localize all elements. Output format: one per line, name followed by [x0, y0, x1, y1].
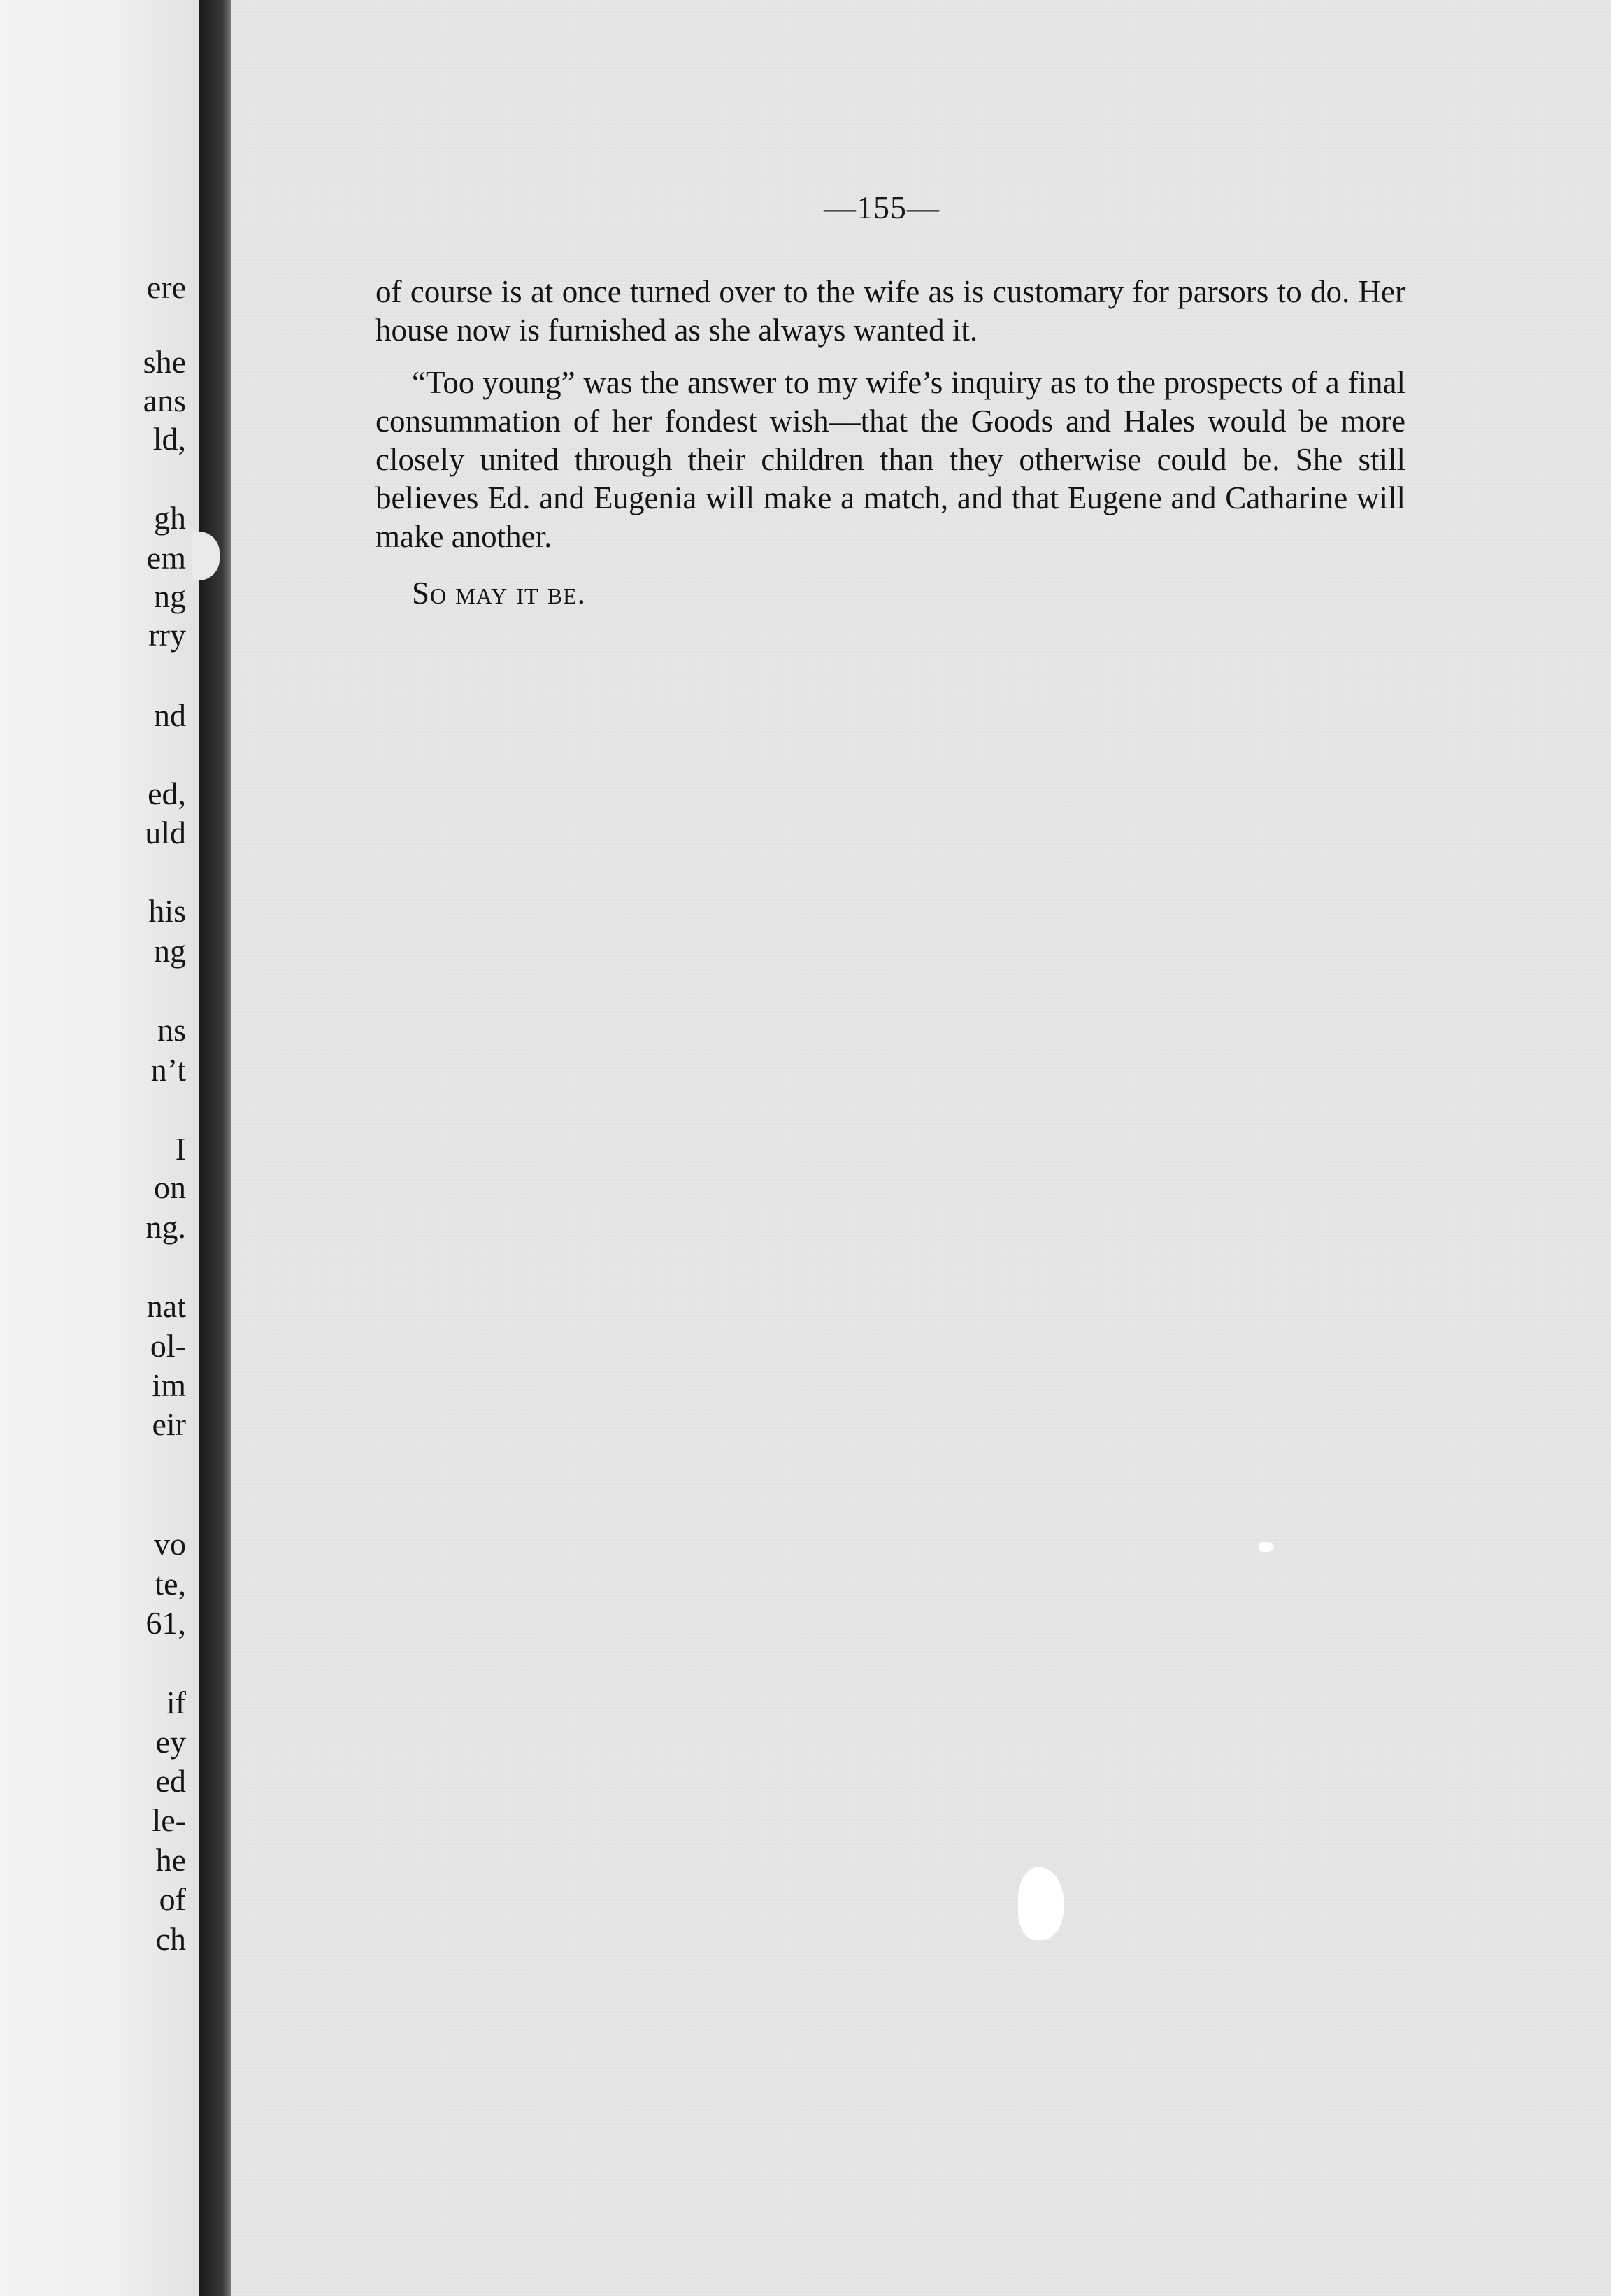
facing-page-fragment: of — [159, 1881, 186, 1917]
paragraph: of course is at once turned over to the wife as is customary for parsors to do. Her house now is furnished as she always wanted it. — [375, 274, 1405, 348]
facing-page-fragment: rry — [148, 617, 186, 653]
closing-line: So may it be. — [412, 576, 586, 611]
facing-page-text-fragments — [0, 0, 199, 2296]
facing-page-fragment: his — [148, 893, 186, 929]
facing-page-fragment: ng — [154, 578, 186, 614]
facing-page-fragment: ol- — [150, 1328, 186, 1364]
facing-page-fragment: vo — [154, 1526, 186, 1562]
paper-blemish — [1018, 1867, 1064, 1940]
facing-page-fragment: he — [155, 1842, 186, 1878]
facing-page-fragment: 61, — [145, 1605, 186, 1641]
facing-page-fragment: le- — [152, 1802, 186, 1838]
facing-page-fragment: em — [146, 540, 186, 576]
facing-page-fragment: ere — [146, 269, 186, 305]
facing-page-fragment: ch — [155, 1921, 186, 1957]
page-body-text — [375, 273, 1405, 613]
facing-page-fragment: ng — [154, 933, 186, 969]
facing-page-fragment: uld — [145, 815, 186, 850]
facing-page-fragment: ld, — [152, 421, 186, 457]
facing-page-fragment: I — [175, 1131, 186, 1167]
facing-page-edge — [0, 0, 199, 2296]
facing-page-fragment: ns — [157, 1012, 186, 1048]
facing-page-fragment: ed, — [148, 776, 186, 811]
facing-page-fragment: te, — [155, 1566, 186, 1602]
facing-page-fragment: ans — [143, 383, 186, 418]
page-number: —155— — [824, 190, 940, 225]
facing-page-fragment: n’t — [150, 1052, 186, 1088]
facing-page-fragment: im — [152, 1367, 186, 1403]
facing-page-fragment: gh — [154, 500, 186, 536]
book-gutter — [199, 0, 231, 2296]
facing-page-fragment: she — [143, 344, 186, 380]
facing-page-fragment: if — [166, 1685, 186, 1720]
facing-page-fragment: nat — [146, 1288, 186, 1324]
paper-blemish — [1259, 1542, 1274, 1552]
facing-page-fragment: eir — [152, 1406, 186, 1442]
facing-page-fragment: on — [154, 1169, 186, 1205]
facing-page-fragment: ng. — [145, 1209, 186, 1245]
facing-page-fragment: nd — [154, 697, 186, 733]
paragraph: “Too young” was the answer to my wife’s inquiry as to the prospects of a final consummation of her fondest wish—that the Goods and Hales would be more closely united through their children than they otherwise could be. She still believes Ed. and Eugenia will make a match, and that Eugene and Catharine will make another. — [375, 365, 1405, 554]
facing-page-fragment: ed — [155, 1763, 186, 1799]
facing-page-fragment: ey — [155, 1724, 186, 1760]
